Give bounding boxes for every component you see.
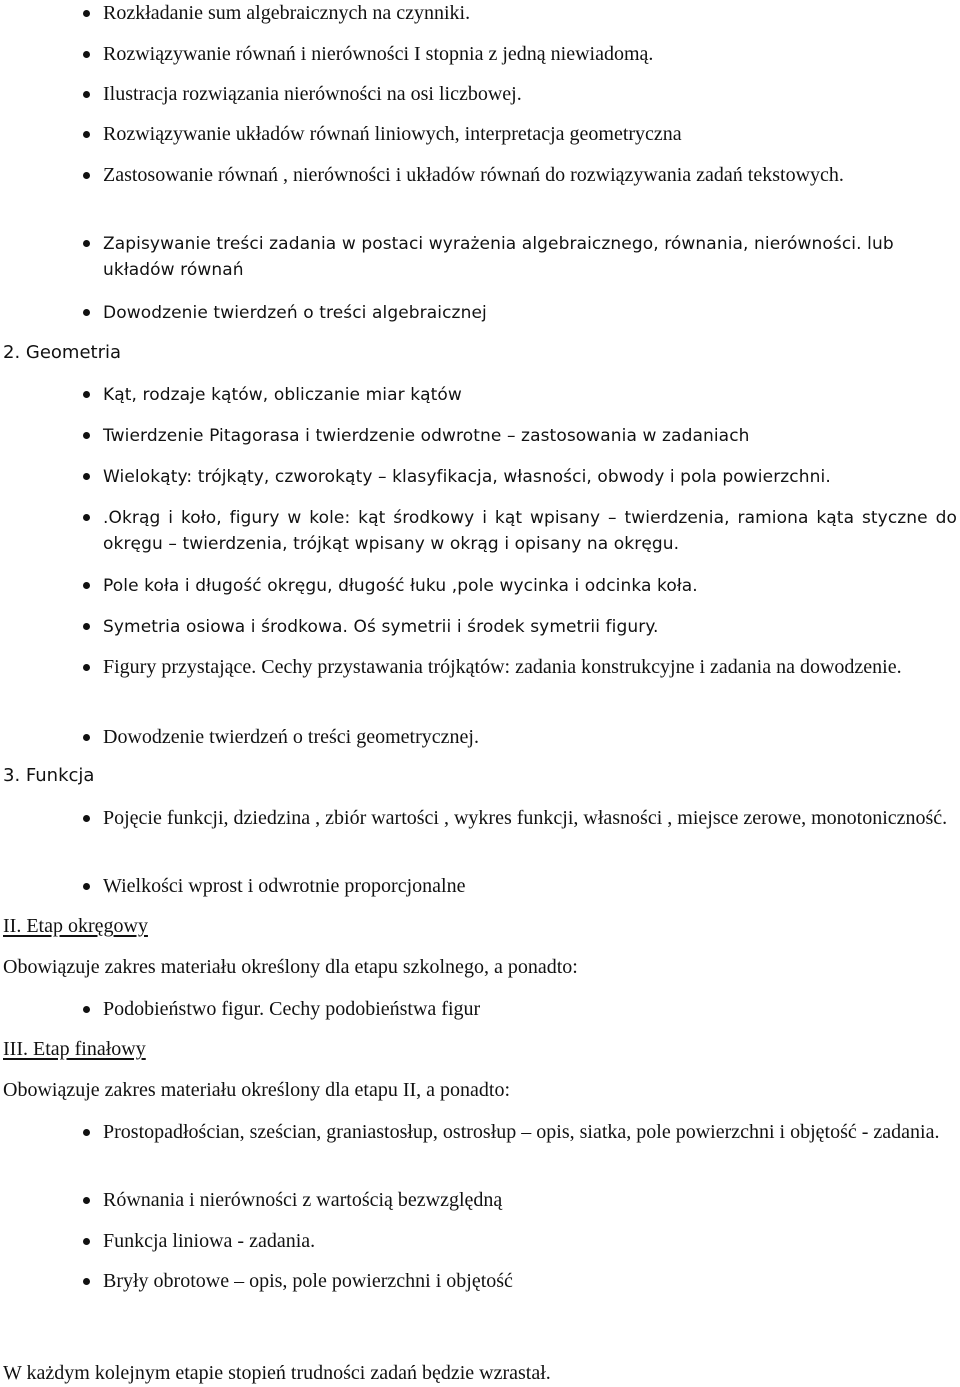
list-item: Bryły obrotowe – opis, pole powierzchni i objętość bbox=[103, 1269, 957, 1294]
list-item: Dowodzenie twierdzeń o treści geometrycznej. bbox=[103, 725, 957, 750]
list-item: Rozwiązywanie układów równań liniowych, interpretacja geometryczna bbox=[103, 122, 957, 147]
list-item: Zapisywanie treści zadania w postaci wyrażenia algebraicznego, równania, nierówności. lub układów równań bbox=[103, 231, 957, 283]
list-item: Figury przystające. Cechy przystawania trójkątów: zadania konstrukcyjne i zadania na dowodzenie. bbox=[103, 655, 957, 680]
stage-heading: III. Etap finałowy bbox=[3, 1038, 146, 1060]
list-item: Wielokąty: trójkąty, czworokąty – klasyfikacja, własności, obwody i pola powierzchni. bbox=[103, 464, 957, 490]
list-item: Symetria osiowa i środkowa. Oś symetrii i środek symetrii figury. bbox=[103, 614, 957, 640]
list-item: Twierdzenie Pitagorasa i twierdzenie odwrotne – zastosowania w zadaniach bbox=[103, 423, 957, 449]
stage-intro: Obowiązuje zakres materiału określony dla etapu II, a ponadto: bbox=[3, 1079, 511, 1101]
list-item: Rozwiązywanie równań i nierówności I stopnia z jedną niewiadomą. bbox=[103, 42, 957, 67]
list-item: Dowodzenie twierdzeń o treści algebraicznej bbox=[103, 300, 957, 326]
footer-note: W każdym kolejnym etapie stopień trudności zadań będzie wzrastał. bbox=[3, 1362, 551, 1384]
stage-intro: Obowiązuje zakres materiału określony dla etapu szkolnego, a ponadto: bbox=[3, 956, 578, 978]
section-heading-geometry: 2. Geometria bbox=[3, 342, 122, 363]
section-heading-function: 3. Funkcja bbox=[3, 765, 95, 786]
list-item: Podobieństwo figur. Cechy podobieństwa figur bbox=[103, 997, 957, 1022]
list-item: Wielkości wprost i odwrotnie proporcjonalne bbox=[103, 874, 957, 899]
list-item: Pole koła i długość okręgu, długość łuku ,pole wycinka i odcinka koła. bbox=[103, 573, 957, 599]
list-item: Funkcja liniowa - zadania. bbox=[103, 1229, 957, 1254]
list-item: Prostopadłościan, sześcian, graniastosłup, ostrosłup – opis, siatka, pole powierzchni i objętość - zadania. bbox=[103, 1120, 957, 1145]
stage-heading: II. Etap okręgowy bbox=[3, 915, 148, 937]
list-item: .Okrąg i koło, figury w kole: kąt środkowy i kąt wpisany – twierdzenia, ramiona kąta styczne do okręgu – twierdzenia, trójkąt wpisany w okrąg i opisany na okręgu. bbox=[103, 505, 957, 557]
list-item: Ilustracja rozwiązania nierówności na osi liczbowej. bbox=[103, 82, 957, 107]
list-item: Zastosowanie równań , nierówności i układów równań do rozwiązywania zadań tekstowych. bbox=[103, 163, 957, 188]
list-item: Pojęcie funkcji, dziedzina , zbiór wartości , wykres funkcji, własności , miejsce zerowe, monotoniczność. bbox=[103, 806, 957, 831]
list-item: Rozkładanie sum algebraicznych na czynniki. bbox=[103, 1, 957, 26]
list-item: Równania i nierówności z wartością bezwzględną bbox=[103, 1188, 957, 1213]
list-item: Kąt, rodzaje kątów, obliczanie miar kątów bbox=[103, 382, 957, 408]
